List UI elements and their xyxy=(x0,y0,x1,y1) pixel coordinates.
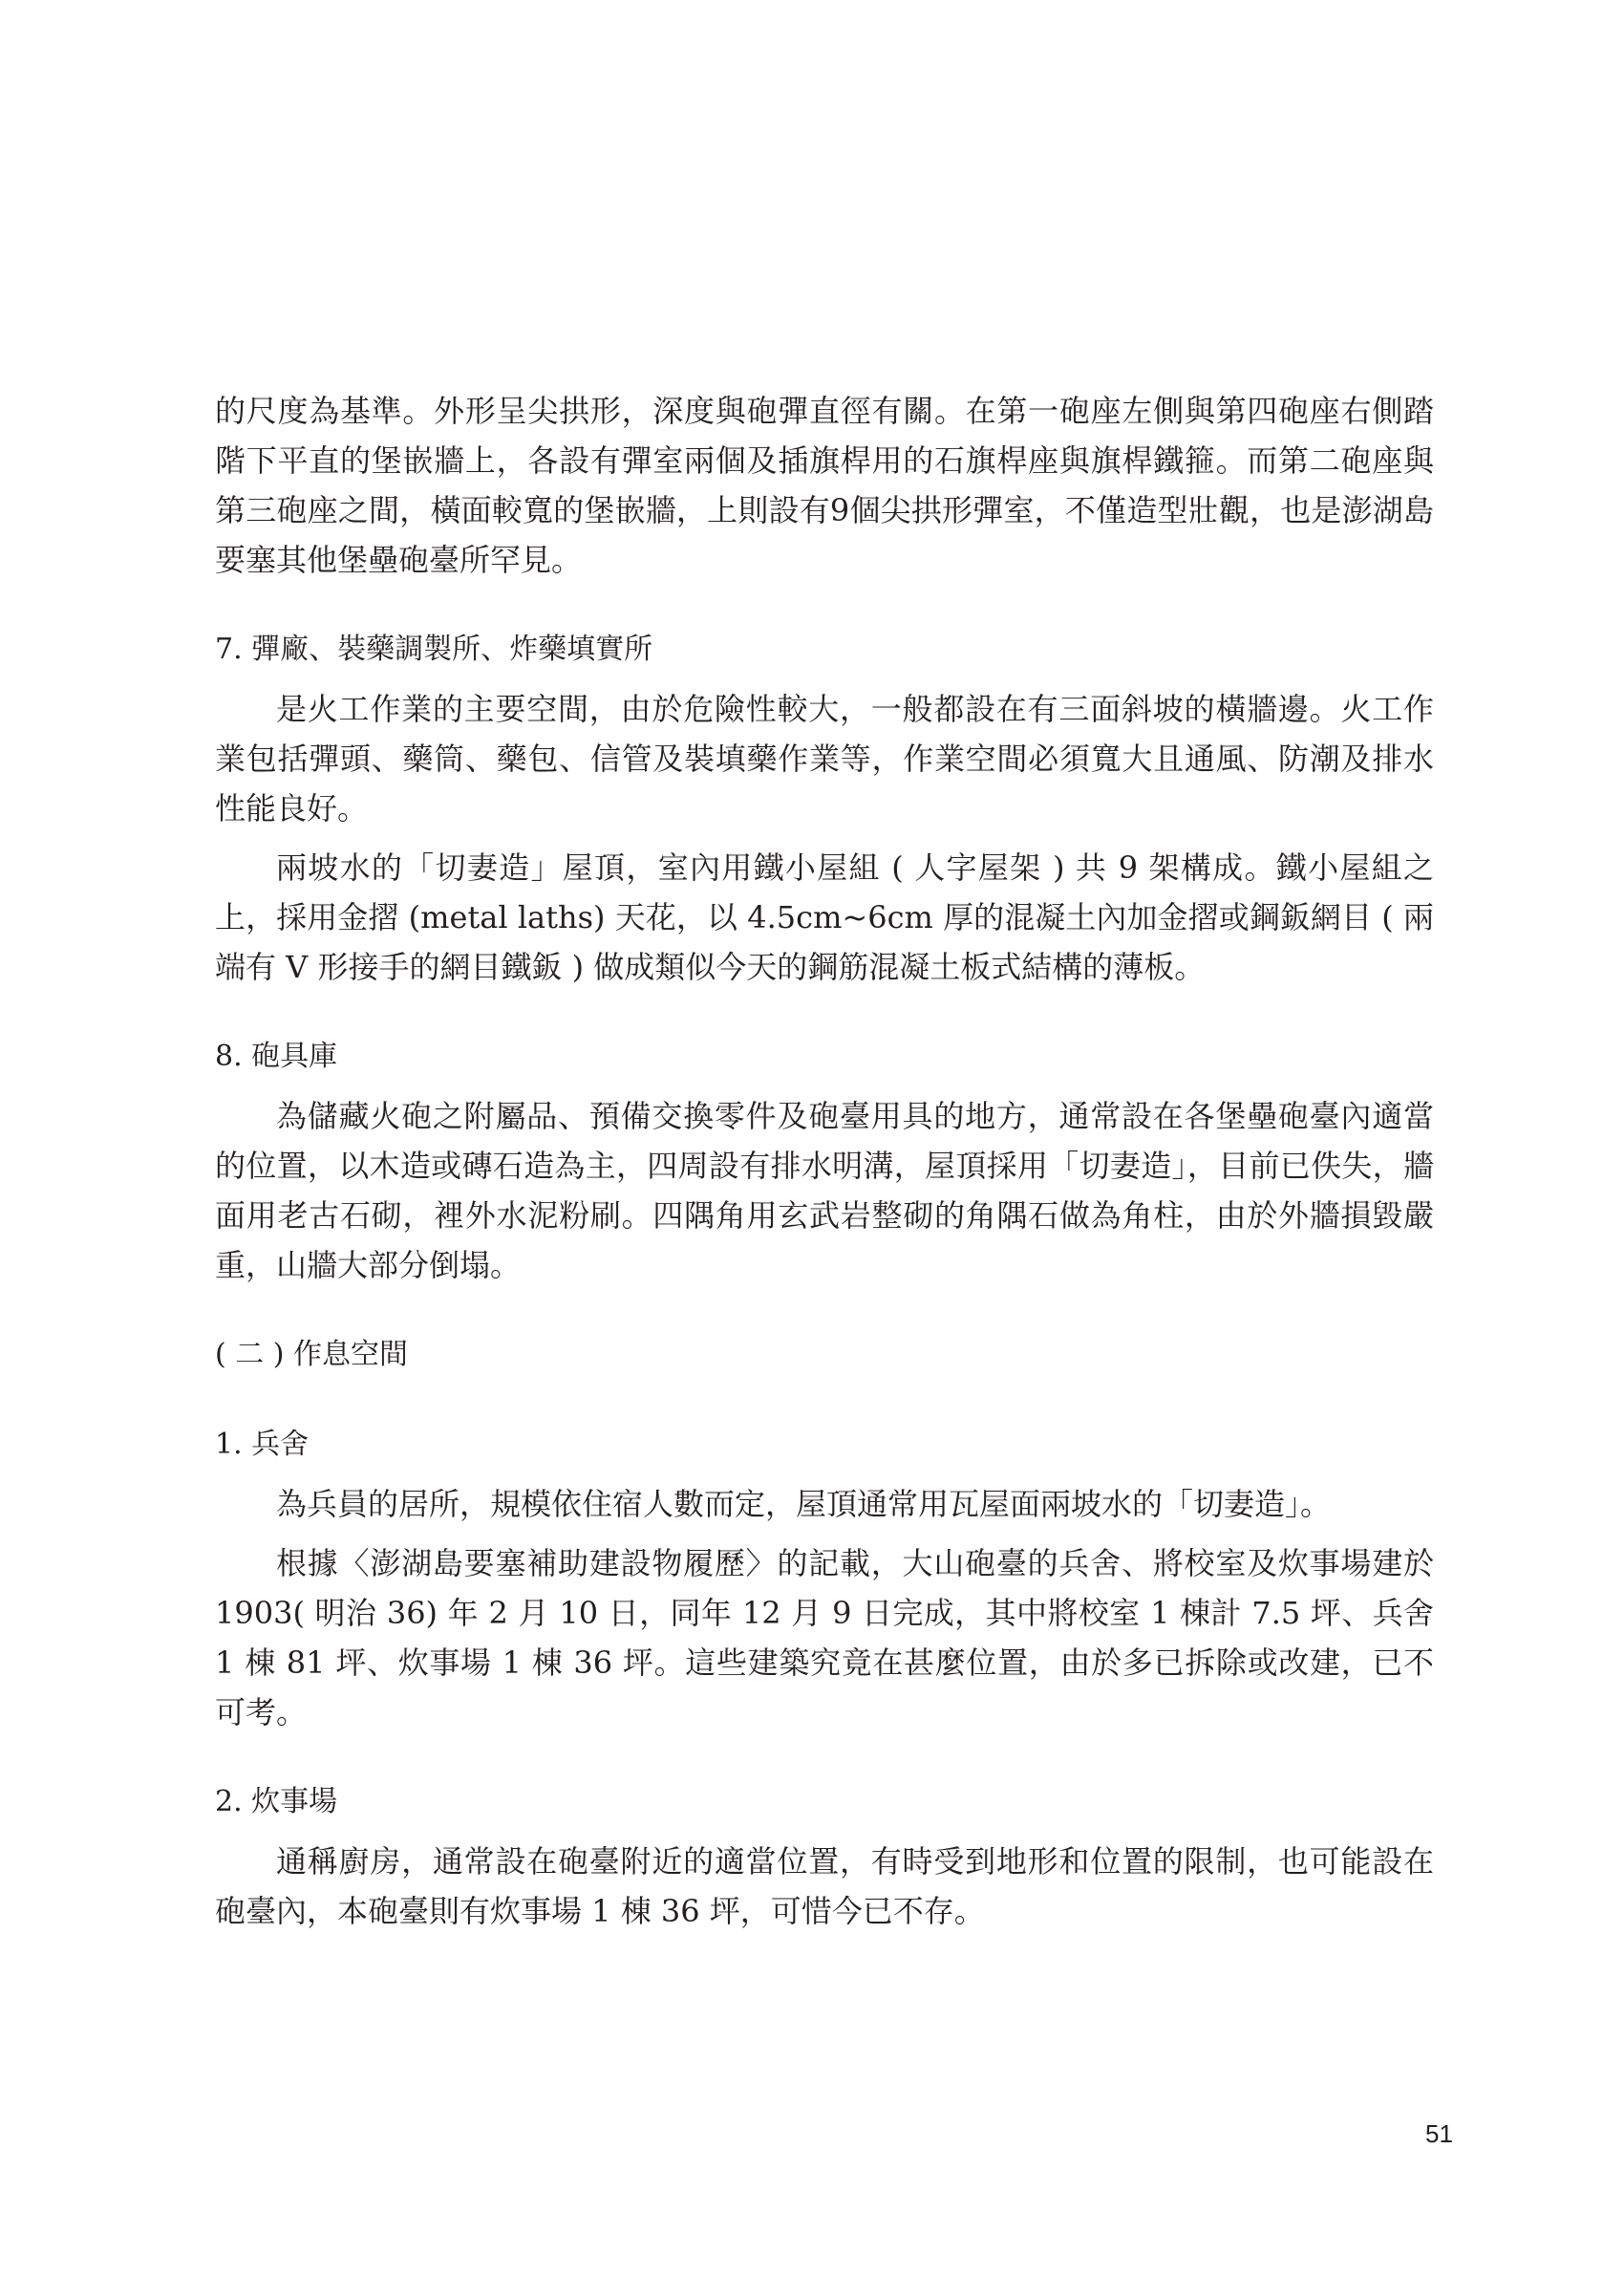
spacer xyxy=(215,1082,1434,1091)
paragraph-roof-structure: 兩坡水的「切妻造」屋頂，室內用鐵小屋組 ( 人字屋架 ) 共 9 架構成。鐵小屋組之上，採用金摺 (metal laths) 天花，以 4.5cm~6cm 厚的混凝土內加金摺或鋼鈑網目 ( 兩端有 V 形接手的網目鐵鈑 ) 做成類似今天的鋼筋混凝土板式結構的薄板。 xyxy=(215,849,1434,985)
heading-barracks: 1. 兵舍 xyxy=(215,1428,310,1461)
spacer xyxy=(215,1529,1434,1538)
spacer xyxy=(215,1737,1434,1777)
spacer xyxy=(215,1290,1434,1330)
paragraph-gun-equipment-store: 為儲藏火砲之附屬品、預備交換零件及砲臺用具的地方，通常設在各堡壘砲臺內適當的位置，以木造或磚石造為主，四周設有排水明溝，屋頂採用「切妻造」，目前已佚失，牆面用老古石砌，裡外水泥粉刷。四隅角用玄武岩整砌的角隅石做為角柱，由於外牆損毀嚴重，山牆大部分倒塌。 xyxy=(215,1098,1434,1283)
paragraph-barracks: 為兵員的居所，規模依住宿人數而定，屋頂通常用瓦屋面兩坡水的「切妻造」。 xyxy=(276,1486,1332,1522)
spacer xyxy=(215,992,1434,1032)
heading-gun-equipment-store: 8. 砲具庫 xyxy=(215,1040,338,1073)
heading-ammunition-plant: 7. 彈廠、裝藥調製所、炸藥填實所 xyxy=(215,633,653,666)
spacer xyxy=(215,1827,1434,1837)
heading-kitchen: 2. 炊事場 xyxy=(215,1785,338,1818)
page-number: 51 xyxy=(1425,2119,1453,2148)
spacer xyxy=(215,1380,1434,1420)
paragraph-emplacement-end: 的尺度為基準。外形呈尖拱形，深度與砲彈直徑有關。在第一砲座左側與第四砲座右側踏階下平直的堡嵌牆上，各設有彈室兩個及插旗桿用的石旗桿座與旗桿鐵箍。而第二砲座與第三砲座之間，橫面較寬的堡嵌牆，上則設有9個尖拱形彈室，不僅造型壯觀，也是澎湖島要塞其他堡壘砲臺所罕見。 xyxy=(215,393,1434,578)
spacer xyxy=(215,833,1434,843)
heading-living-spaces: ( 二 ) 作息空間 xyxy=(215,1338,409,1371)
spacer xyxy=(215,1470,1434,1479)
paragraph-kitchen: 通稱廚房，通常設在砲臺附近的適當位置，有時受到地形和位置的限制，也可能設在砲臺內，本砲臺則有炊事場 1 棟 36 坪，可惜今已不存。 xyxy=(215,1843,1434,1929)
spacer xyxy=(215,585,1434,625)
paragraph-pyrotechnics: 是火工作業的主要空間，由於危險性較大，一般都設在有三面斜坡的橫牆邊。火工作業包括彈頭、藥筒、藥包、信管及裝填藥作業等，作業空間必須寬大且通風、防潮及排水性能良好。 xyxy=(215,691,1434,827)
paragraph-construction-record: 根據〈澎湖島要塞補助建設物履歷〉的記載，大山砲臺的兵舍、將校室及炊事場建於 1903( 明治 36) 年 2 月 10 日，同年 12 月 9 日完成，其中將校室 1 棟計 7.5 坪、兵舍 1 棟 81 坪、炊事場 1 棟 36 坪。這些建築究竟在甚麼位置，由於多已拆除或改建，已不可考。 xyxy=(215,1545,1434,1730)
spacer xyxy=(215,675,1434,684)
document-body xyxy=(215,386,1434,1936)
